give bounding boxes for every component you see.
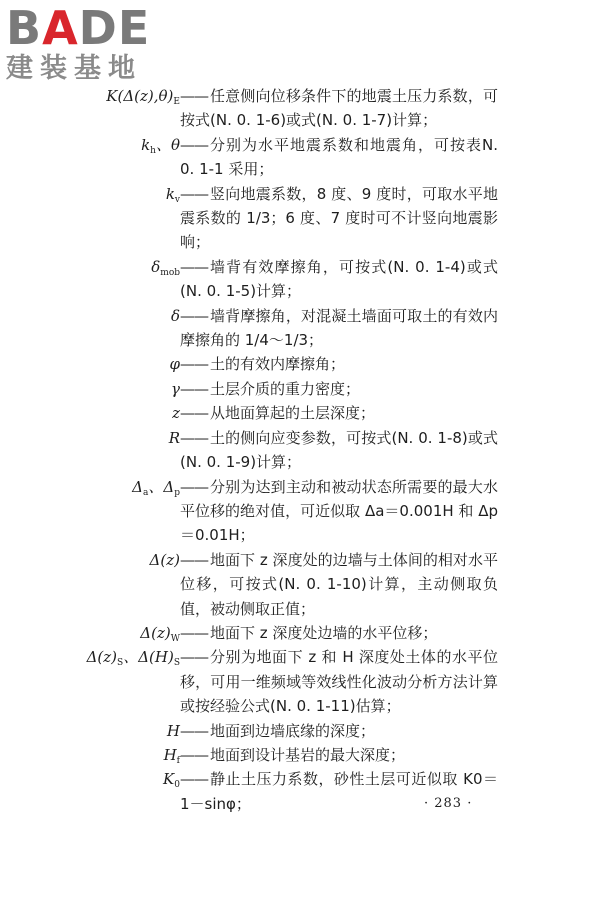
- definition-text: 地面下 z 深度处的边墙与土体间的相对水平位移，可按式(N. 0. 1-10)计算，主动侧取负值，被动侧取正值；: [180, 550, 498, 618]
- definition-text: 静止土压力系数，砂性土层可近似取 K0＝1－sinφ；: [180, 770, 498, 813]
- definition-symbol: H: [166, 721, 180, 740]
- definition-symbol: $K(\Delta(z),\theta)_E$: [106, 87, 180, 107]
- definition-text: 地面到边墙底缘的深度；: [210, 721, 376, 740]
- definition-entry: $k_h$、θ —— 分别为水平地震系数和地震角，可按表N. 0. 1-1 采用；: [0, 133, 600, 182]
- definition-entry: $\Delta_a$、$\Delta_p$ —— 分别为达到主动和被动状态所需要的最大水平位移的绝对值，可近似取 Δa＝0.001H 和 Δp＝0.01H；: [0, 475, 600, 548]
- page-number: · 283 ·: [424, 796, 473, 811]
- definition-symbol: $\Delta_a$、$\Delta_p$: [132, 477, 180, 498]
- definition-entry: $K(\Delta(z),\theta)_E$ —— 任意侧向位移条件下的地震土压力系数，可按式(N. 0. 1-6)或式(N. 0. 1-7)计算；: [0, 84, 600, 133]
- definition-text: 分别为水平地震系数和地震角，可按表N. 0. 1-1 采用；: [180, 135, 498, 179]
- definition-list: [0, 84, 600, 816]
- definition-entry: R —— 土的侧向应变参数，可按式(N. 0. 1-8)或式(N. 0. 1-9)计算；: [0, 426, 600, 475]
- definition-symbol: $H_f$: [163, 745, 180, 766]
- logo-wordmark: BADE: [6, 1, 151, 55]
- definition-symbol: R: [168, 428, 180, 447]
- definition-entry: Δ(z) —— 地面下 z 深度处的边墙与土体间的相对水平位移，可按式(N. 0. 1-10)计算，主动侧取负值，被动侧取正值；: [0, 548, 600, 621]
- watermark-logo: [6, 1, 182, 84]
- definition-text: 地面到设计基岩的最大深度；: [210, 745, 406, 764]
- definition-text: 分别为地面下 z 和 H 深度处土体的水平位移，可用一维频域等效线性化波动分析方法计算或按经验公式(N. 0. 1-11)估算；: [180, 648, 498, 716]
- definition-symbol: $\delta_{mob}$: [151, 257, 180, 278]
- definition-entry: z —— 从地面算起的土层深度；: [0, 401, 600, 425]
- definition-entry: $k_v$ —— 竖向地震系数，8 度、9 度时，可取水平地震系数的 1/3；6 度、7 度时可不计竖向地震影响；: [0, 182, 600, 255]
- definition-symbol: $\Delta(z)_S$、$\Delta(H)_S$: [86, 648, 180, 669]
- definition-entry: H —— 地面到边墙底缘的深度；: [0, 719, 600, 743]
- definition-text: 分别为达到主动和被动状态所需要的最大水平位移的绝对值，可近似取 Δa＝0.001H 和 Δp＝0.01H；: [180, 477, 498, 545]
- definition-text: 竖向地震系数，8 度、9 度时，可取水平地震系数的 1/3；6 度、7 度时可不计竖向地震影响；: [180, 184, 498, 252]
- definition-entry: γ —— 土层介质的重力密度；: [0, 377, 600, 401]
- definition-entry: $\Delta(z)_W$ —— 地面下 z 深度处边墙的水平位移；: [0, 621, 600, 645]
- definition-symbol: $K_0$: [163, 770, 180, 791]
- definition-text: 墙背摩擦角，对混凝土墙面可取土的有效内摩擦角的 1/4～1/3；: [180, 306, 498, 350]
- definition-text: 土的有效内摩擦角；: [210, 355, 346, 374]
- definition-symbol: γ: [171, 379, 180, 398]
- definition-text: 土的侧向应变参数，可按式(N. 0. 1-8)或式(N. 0. 1-9)计算；: [180, 428, 498, 472]
- definition-entry: φ —— 土的有效内摩擦角；: [0, 352, 600, 376]
- definition-text: 墙背有效摩擦角，可按式(N. 0. 1-4)或式(N. 0. 1-5)计算；: [180, 257, 498, 301]
- definition-symbol: $\Delta(z)_W$: [140, 623, 180, 644]
- definition-symbol: $k_v$: [165, 184, 180, 205]
- definition-symbol: Δ(z): [149, 550, 180, 569]
- definition-entry: δ —— 墙背摩擦角，对混凝土墙面可取土的有效内摩擦角的 1/4～1/3；: [0, 304, 600, 353]
- logo-subtitle: 建装基地: [6, 53, 142, 84]
- definition-text: 地面下 z 深度处边墙的水平位移；: [210, 623, 438, 642]
- definition-symbol: $k_h$、θ: [141, 135, 180, 156]
- definition-entry: $\delta_{mob}$ —— 墙背有效摩擦角，可按式(N. 0. 1-4)或式(N. 0. 1-5)计算；: [0, 255, 600, 304]
- definition-text: 从地面算起的土层深度；: [210, 404, 376, 423]
- definition-symbol: φ: [169, 355, 180, 374]
- definition-symbol: z: [172, 404, 180, 423]
- definition-entry: $H_f$ —— 地面到设计基岩的最大深度；: [0, 743, 600, 767]
- definition-text: 土层介质的重力密度；: [210, 379, 361, 398]
- definition-text: 任意侧向位移条件下的地震土压力系数，可按式(N. 0. 1-6)或式(N. 0. 1-7)计算；: [180, 87, 498, 130]
- definition-symbol: δ: [170, 306, 180, 325]
- definition-entry: $\Delta(z)_S$、$\Delta(H)_S$ —— 分别为地面下 z 和 H 深度处土体的水平位移，可用一维频域等效线性化波动分析方法计算或按经验公式(N. 0. 1-11)估算；: [0, 645, 600, 718]
- definition-entry: $K_0$ —— 静止土压力系数，砂性土层可近似取 K0＝1－sinφ；: [0, 767, 600, 816]
